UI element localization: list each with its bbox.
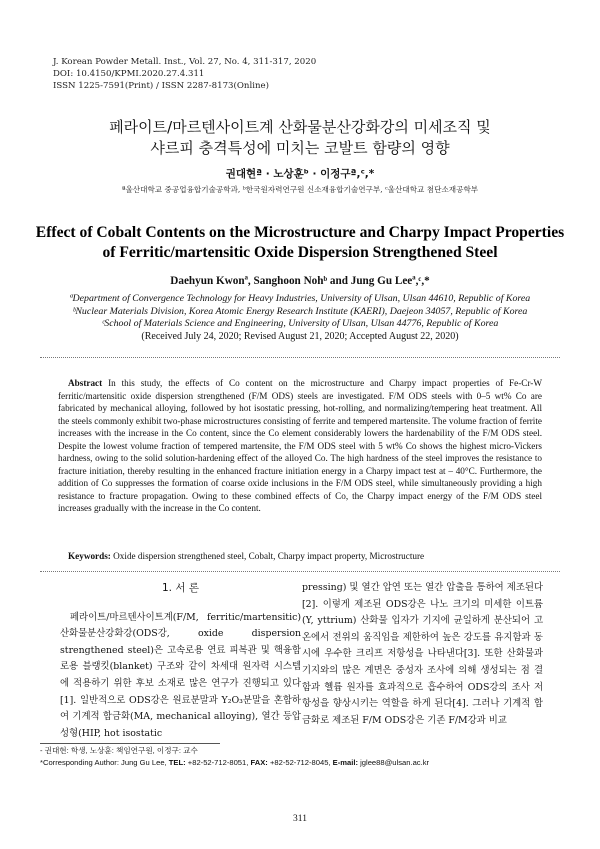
body-column-left: [60, 580, 301, 742]
korean-title-line2: 샤르피 충격특성에 미치는 코발트 함량의 영향: [150, 139, 450, 157]
footnote-divider: [40, 743, 220, 744]
english-title: [30, 223, 570, 263]
korean-title-line1: 페라이트/마르텐사이트계 산화물분산강화강의 미세조직 및: [109, 118, 491, 136]
korean-authors: 권대현ª · 노상훈ᵇ · 이정구ª,ᶜ,*: [225, 168, 375, 180]
english-title-line1: Effect of Cobalt Contents on the Microstructure and Charpy Impact Properties: [35, 224, 565, 241]
korean-affiliations: ª울산대학교 중공업융합기술공학과, ᵇ한국원자력연구원 신소재융합기술연구부, ᶜ울산대학교 첨단소재공학부: [121, 185, 479, 194]
korean-title: [40, 117, 560, 159]
english-affiliations: [20, 293, 580, 331]
body-paragraph-right: pressing) 및 열간 압연 또는 열간 압출을 통하여 제조된다[2]. 이렇게 제조된 ODS강은 나노 크기의 미세한 이트륨(Y, yttrium) 산화물 입자가 기지에 균일하게 분산되어 고온에서 전위의 움직임을 제한하여 높은 강도를 유지함과 동시에 우수한 크리프 저항성을 나타낸다[3]. 또한 산화물과 기지와의 많은 계면은 중성자 조사에 의해 생성되는 점 결함과 헬륨 원자를 효과적으로 흡수하여 ODS강의 조사 저항성을 향상시키는 역할을 하게 된다[4]. 그러나 기계적 합금화로 제조된 F/M ODS강은 기존 F/M강과 비교: [302, 582, 543, 726]
journal-citation: J. Korean Powder Metall. Inst., Vol. 27, No. 4, 311-317, 2020: [53, 57, 317, 67]
author-roles: - 권대현: 학생, 노상훈: 책임연구원, 이정구: 교수: [40, 746, 198, 755]
corresponding-author: *Corresponding Author: Jung Gu Lee, TEL: +82-52-712-8051, FAX: +82-52-712-8045, E-mail: jglee88@ulsan.ac.kr: [40, 758, 430, 767]
abstract: [58, 377, 542, 515]
journal-header: [53, 56, 316, 93]
keywords-label: Keywords:: [68, 551, 111, 561]
divider-bottom: [40, 571, 560, 572]
divider-top: [40, 357, 560, 358]
footnotes: [40, 745, 429, 769]
body-paragraph-left: 페라이트/마르텐사이트계(F/M, ferritic/martensitic) 산화물분산강화강(ODS강, oxide dispersion strengthened steel)은 고속로용 연료 피복관 및 핵융합로용 블랭킷(blanket) 구조와 같이 차세대 원자력 시스템에 적용하기 위한 후보 소재로 많은 연구가 진행되고 있다[1]. 일반적으로 ODS강은 원료분말과 Y₂O₃분말을 혼합하여 기계적 합금화(MA, mechanical alloying), 열간 등압 성형(HIP, hot isostatic: [60, 611, 301, 739]
english-authors: Daehyun Kwonª, Sanghoon Nohᵇ and Jung Gu Leeª,ᶜ,*: [170, 275, 430, 287]
issn: ISSN 1225-7591(Print) / ISSN 2287-8173(Online): [53, 81, 269, 92]
affiliation-c: ᶜSchool of Materials Science and Engineering, University of Ulsan, Ulsan 44776, Republic of Korea: [101, 318, 499, 330]
abstract-text: In this study, the effects of Co content on the microstructure and Charpy impact properties of Fe-Cr-W ferritic/martensitic oxide dispersion strengthened (F/M ODS) steels are investigated. F/M ODS steels with 0–5 wt% Co are fabricated by mechanical alloying, followed by hot isostatic pressing, hot-rolling, and normalizing/tempering heat treatment. All the steels commonly exhibit two-phase microstructures consisting of ferrite and tempered martensite. The volume fraction of ferrite increases with the increase in the Co content, since the Co element considerably lowers the hardenability of the F/M ODS steel. Despite the lowest volume fraction of tempered martensite, the F/M ODS steel with 5 wt% Co shows the highest micro-Vickers hardness, owing to the solid solution-hardening effect of the alloyed Co. The high hardness of the steel improves the resistance to fracture initiation, thereby resulting in the enhanced fracture initiation energy in a Charpy impact test at – 40°C. Furthermore, the addition of Co suppresses the formation of coarse oxide inclusions in the F/M ODS steel, while simultaneously providing a high resistance to fracture propagation. Owing to these combined effects of Co, the Charpy impact energy of the F/M ODS steel increases gradually with the increase in the Co content.: [58, 378, 543, 513]
section-heading-introduction: 1. 서 론: [162, 582, 199, 594]
keywords: [68, 551, 548, 561]
doi[interactable]: DOI: 10.4150/KPMI.2020.27.4.311: [53, 69, 205, 80]
keywords-text: Oxide dispersion strengthened steel, Cobalt, Charpy impact property, Microstructure: [113, 551, 425, 561]
affiliation-a: ªDepartment of Convergence Technology for Heavy Industries, University of Ulsan, Ulsan 44610, Republic of Korea: [69, 293, 531, 304]
affiliation-b: ᵇNuclear Materials Division, Korea Atomic Energy Research Institute (KAERI), Daejeon 34057, Republic of Korea: [72, 305, 528, 317]
received-dates: (Received July 24, 2020; Revised August 21, 2020; Accepted August 22, 2020): [141, 331, 459, 342]
abstract-label: Abstract: [68, 378, 103, 388]
email-link[interactable]: jglee88@ulsan.ac.kr: [360, 758, 430, 767]
english-title-line2: of Ferritic/martensitic Oxide Dispersion Strengthened Steel: [102, 244, 498, 261]
page-number: 311: [293, 814, 307, 824]
body-column-right: [302, 580, 543, 729]
